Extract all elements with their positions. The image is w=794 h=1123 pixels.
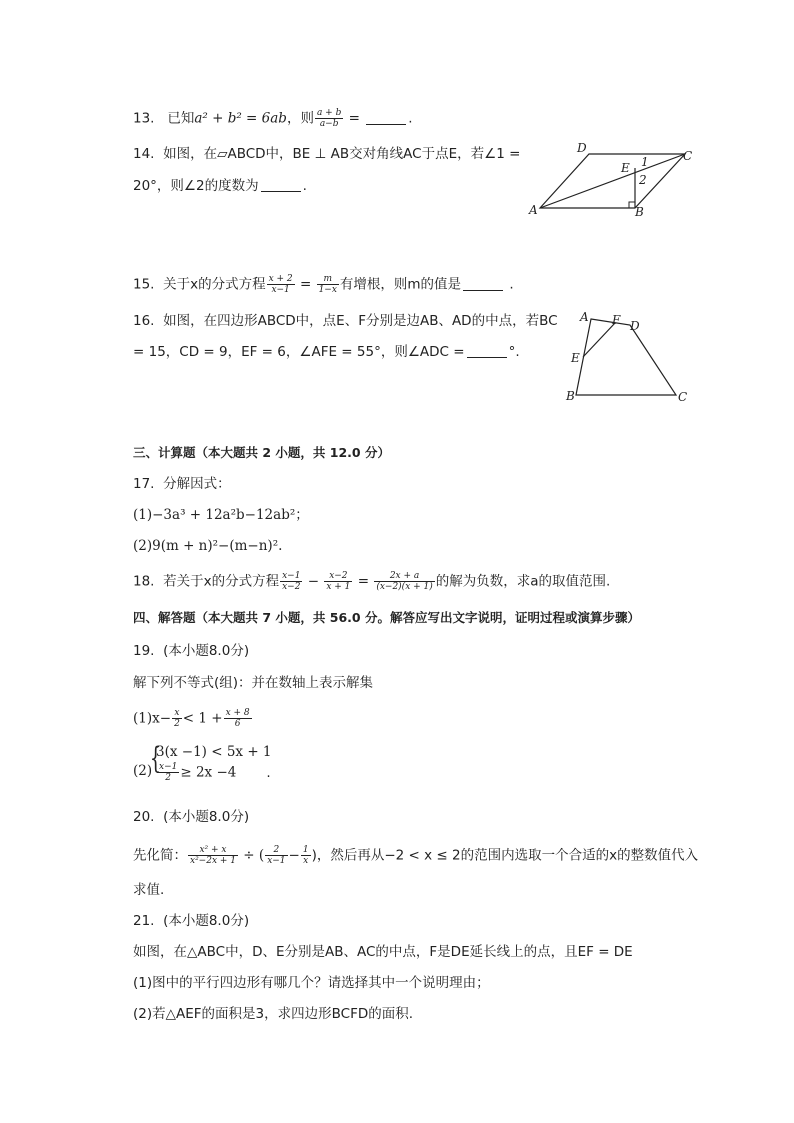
fraction-numerator: a + b <box>316 108 342 118</box>
label-b: B <box>635 205 644 219</box>
question-18 <box>133 571 610 592</box>
question-text: )，然后再从−2 < x ≤ 2的范围内选取一个合适的x的整数值代入 <box>311 847 699 864</box>
question-text: 分解因式： <box>163 476 231 492</box>
question-text: 如图，在四边形ABCD中，点E、F分别是边AB、AD的中点，若BC <box>163 313 558 329</box>
question-number: 21. <box>133 913 155 929</box>
math-expression: ≥ 2x −4 <box>180 764 237 781</box>
label-c: C <box>683 149 693 163</box>
fraction-numerator: x + 2 <box>268 274 293 284</box>
answer-blank[interactable] <box>261 177 301 192</box>
period: . <box>266 764 271 781</box>
question-19-part-1 <box>133 708 253 729</box>
question-19-part-2-label: (2) <box>133 763 153 779</box>
fraction-numerator: x−1 <box>282 571 301 581</box>
fraction-denominator: x−1 <box>267 856 286 866</box>
minus-sign: − <box>288 847 300 864</box>
math-expression: a² + b² = 6ab <box>194 110 287 127</box>
question-19-part-2-line-1: 3(x −1) < 5x + 1 <box>156 744 272 760</box>
question-19-part-2-line-2 <box>156 762 271 783</box>
equals-sign: = <box>295 276 316 293</box>
question-number: 16. <box>133 313 155 329</box>
period: . <box>408 110 413 127</box>
question-20-header <box>133 808 249 826</box>
fraction-numerator: 1 <box>302 845 309 855</box>
fraction <box>315 108 343 129</box>
question-21-part-2: (2)若△AEF的面积是3，求四边形BCFD的面积. <box>133 1006 414 1022</box>
answer-blank[interactable] <box>467 343 507 358</box>
fraction-numerator: x−2 <box>324 571 352 582</box>
fraction-numerator: 2 <box>265 845 287 856</box>
fraction-denominator: (x−2)(x + 1) <box>376 582 433 592</box>
fraction-denominator: 2 <box>174 719 180 729</box>
fraction-denominator: 2 <box>165 773 172 783</box>
fraction-numerator: x + 8 <box>225 708 250 718</box>
question-19-text: 解下列不等式(组)：并在数轴上表示解集 <box>133 675 374 691</box>
label-d: D <box>577 141 587 155</box>
label-a: A <box>580 310 589 324</box>
question-14-line-1 <box>133 145 520 163</box>
fraction <box>188 845 238 866</box>
fraction-denominator: x−1 <box>271 285 290 295</box>
question-number: 20. <box>133 809 155 825</box>
fraction <box>265 845 287 866</box>
question-number: 19. <box>133 643 155 659</box>
fraction-denominator: x−2 <box>282 582 301 592</box>
fraction-denominator: x²−2x + 1 <box>190 856 237 866</box>
fraction-numerator: x <box>172 708 182 719</box>
question-20-line-1 <box>133 845 698 866</box>
score-label: (本小题8.0分) <box>163 913 250 929</box>
label-c: C <box>678 390 688 404</box>
answer-blank[interactable] <box>366 110 406 125</box>
parallelogram-figure <box>525 140 700 220</box>
question-17 <box>133 475 231 493</box>
period: . <box>302 178 307 194</box>
label-b: B <box>566 389 575 403</box>
fraction <box>280 571 302 592</box>
question-text: 先化简： <box>133 847 187 864</box>
fraction <box>224 708 252 729</box>
fraction-numerator: m <box>317 274 339 285</box>
label-a: A <box>529 203 538 217</box>
equals-sign: = <box>353 573 374 590</box>
question-20-line-2: 求值. <box>133 882 165 898</box>
fraction <box>301 845 311 866</box>
question-number: 14. <box>133 146 155 162</box>
question-13 <box>133 108 413 129</box>
question-text: 的解为负数，求a的取值范围. <box>435 573 611 590</box>
fraction-denominator: a−b <box>319 119 339 129</box>
label-d: D <box>630 319 640 333</box>
label-f: F <box>612 313 621 327</box>
equals-sign: = <box>344 110 365 127</box>
quadrilateral-figure <box>560 308 695 404</box>
question-16-line-1 <box>133 312 558 330</box>
score-label: (本小题8.0分) <box>163 643 250 659</box>
question-text: 若关于x的分式方程 <box>163 573 280 590</box>
section-3-heading: 三、计算题（本大题共 2 小题，共 12.0 分） <box>133 445 390 460</box>
question-21-line-1: 如图，在△ABC中，D、E分别是AB、AC的中点，F是DE延长线上的点，且EF = DE <box>133 944 633 960</box>
question-21-header <box>133 912 249 930</box>
answer-blank[interactable] <box>463 276 503 291</box>
question-14-line-2 <box>133 177 307 195</box>
section-4-heading: 四、解答题（本大题共 7 小题，共 56.0 分。解答应写出文字说明，证明过程或演算步骤） <box>133 610 640 625</box>
question-number: 13. <box>133 110 155 127</box>
question-text: ，则 <box>286 110 314 127</box>
degree-period: °. <box>508 344 520 360</box>
fraction <box>324 571 352 592</box>
question-19-header <box>133 642 249 660</box>
fraction-numerator: x² + x <box>188 845 238 856</box>
question-text: 有增根，则m的值是 <box>339 276 462 293</box>
fraction <box>317 274 339 295</box>
fraction-denominator: x + 1 <box>326 582 351 592</box>
question-text: 关于x的分式方程 <box>163 276 266 293</box>
math-expression: < 1 + <box>182 710 223 727</box>
math-expression: (1)x− <box>133 710 172 727</box>
minus-sign: − <box>303 573 324 590</box>
fraction-denominator: 6 <box>234 719 241 729</box>
question-15 <box>133 274 514 295</box>
fraction <box>172 708 182 729</box>
fraction-denominator: x <box>303 856 309 866</box>
division-sign: ÷ ( <box>239 847 265 864</box>
fraction-numerator: 2x + a <box>374 571 434 582</box>
label-e: E <box>621 161 630 175</box>
period: . <box>509 276 514 293</box>
question-text: = 15，CD = 9，EF = 6，∠AFE = 55°，则∠ADC = <box>133 344 465 360</box>
fraction <box>374 571 434 592</box>
question-text: 如图，在▱ABCD中，BE ⊥ AB交对角线AC于点E，若∠1 = <box>163 146 521 162</box>
fraction <box>267 274 295 295</box>
question-17-part-2: (2)9(m + n)²−(m−n)². <box>133 538 283 554</box>
question-17-part-1: (1)−3a³ + 12a²b−12ab²； <box>133 507 309 523</box>
question-number: 17. <box>133 476 155 492</box>
question-16-line-2 <box>133 343 520 361</box>
angle-1-label: 1 <box>641 155 649 169</box>
fraction <box>157 762 179 783</box>
label-e: E <box>571 351 580 365</box>
question-text: 已知 <box>167 110 195 127</box>
question-number: 18. <box>133 573 155 590</box>
question-number: 15. <box>133 276 155 293</box>
angle-2-label: 2 <box>639 173 647 187</box>
question-21-part-1: (1)图中的平行四边形有哪几个？请选择其中一个说明理由； <box>133 975 490 991</box>
system-brace: { <box>149 741 162 776</box>
question-text: 20°，则∠2的度数为 <box>133 178 259 194</box>
fraction-denominator: 1−x <box>318 285 337 295</box>
fraction-numerator: x−1 <box>159 762 178 772</box>
score-label: (本小题8.0分) <box>163 809 250 825</box>
